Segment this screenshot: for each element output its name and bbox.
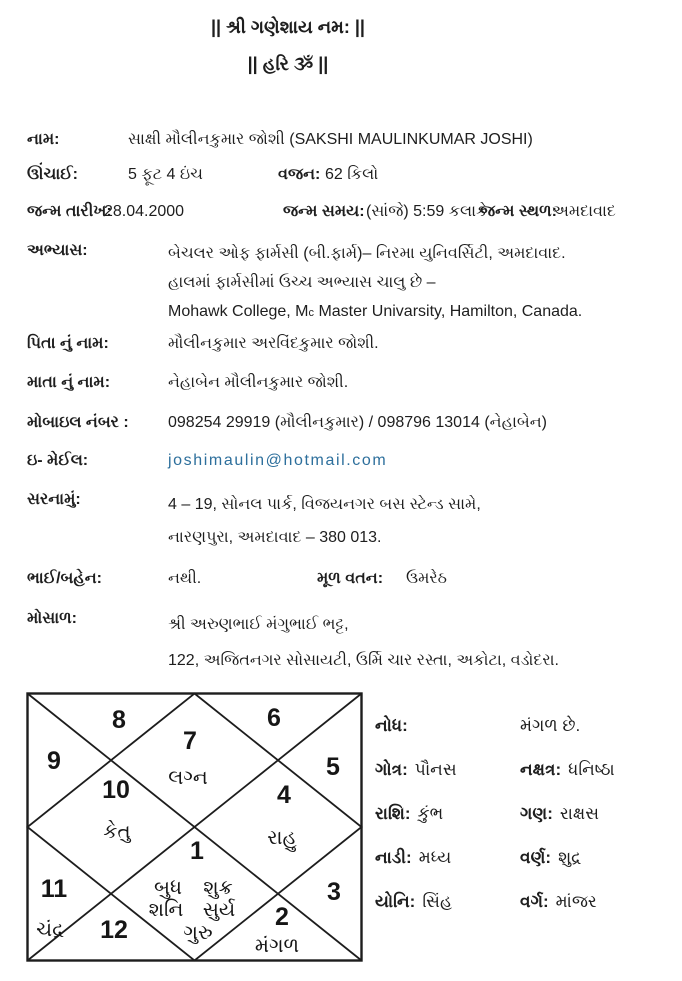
yoni-row [375,892,452,912]
father-name-value: મૌલીનકુમાર અરવિંદકુમાર જોશી. [168,335,379,352]
invocation-line-1: || શ્રી ગણેશાય નમ: || [211,17,365,37]
native-place-label: મૂળ વતન: [317,570,384,587]
education-label: અભ્યાસ: [27,242,88,259]
varna-label: વર્ણ: [520,848,552,867]
gan-value: રાક્ષસ [559,804,599,823]
birth-date-value: 28.04.2000 [104,203,185,220]
name-label: નામ: [27,131,60,148]
house-7-number: 7 [183,727,197,755]
yoni-value: સિંહ [422,892,453,911]
mosal-line-2: 122, અજિતનગર સોસાયટી, ઉર્મિ ચાર રસ્તા, અકોટા, વડોદરા. [168,652,559,669]
nadi-row [375,848,451,868]
house-3-number: 3 [327,878,341,906]
mosal-label: મોસાળ: [27,610,77,627]
birth-date-label: જન્મ તારીખ: [27,203,112,220]
birth-time-label: જન્મ સમય: [283,203,365,220]
mangal-label: મંગળ [254,935,300,957]
gan-label: ગણ: [520,804,553,823]
height-value: 5 ફૂટ 4 ઇંચ [128,166,203,183]
rashi-value: કુંભ [417,804,444,823]
house-6-number: 6 [267,704,281,732]
house-9-number: 9 [47,747,61,775]
house-5-number: 5 [326,753,340,781]
education-value [168,239,582,328]
nadi-label: નાડી: [375,848,412,867]
house-4-number: 4 [277,781,291,809]
mosal-line-1: શ્રી અરુણભાઈ મંગુભાઈ ભટ્ટ, [168,616,349,633]
rahu-label: રાહુ [267,827,297,849]
mother-name-value: નેહાબેન મૌલીનકુમાર જોશી. [168,374,349,391]
note-label: નોધ: [375,716,408,735]
kundali-chart [26,692,363,962]
house-11-number: 11 [40,875,68,903]
siblings-value: નથી. [168,570,202,587]
education-line-3-suffix: Master Univarsity, Hamilton, Canada. [314,303,583,320]
varna-row [520,848,581,868]
birth-place-label: જન્મ સ્થળ: [480,203,557,220]
native-place-value: ઉમરેઠ [406,570,447,587]
nakshatra-row [520,760,615,780]
email-value[interactable]: joshimaulin@hotmail.com [168,452,388,469]
house-8-number: 8 [112,706,126,734]
budh-label: બુધ [153,877,183,899]
mosal-value [168,607,559,679]
father-name-label: પિતા નું નામ: [27,335,109,352]
lagna-label: લગ્ન [168,767,208,789]
siblings-label: ભાઈ/બહેન: [27,570,102,587]
birth-time-value: (સાંજે) 5:59 કલાકે [366,203,488,220]
note-row-left [375,716,415,736]
address-line-2: નારણપુરા, અમદાવાદ – 380 013. [168,529,382,546]
house-12-number: 12 [100,916,128,944]
rashi-label: રાશિ: [375,804,411,823]
gan-row [520,804,599,824]
yoni-label: યોનિ: [375,892,416,911]
note-row-right [520,716,580,736]
varga-value: માંજર [555,892,597,911]
invocation-line-2: || હરિ ૐ || [247,54,329,74]
rashi-row [375,804,443,824]
nakshatra-value: ધનિષ્ઠા [568,760,615,779]
ketu-label: કેતુ [103,821,131,843]
email-label: ઇ- મેઈલ: [27,452,89,469]
gotra-value: પૌનસ [414,760,457,779]
gotra-row [375,760,457,780]
birth-place-value: અમદાવાદ [552,203,616,220]
mother-name-label: માતા નું નામ: [27,374,111,391]
varna-value: શુદ્ર [558,848,582,867]
education-line-3-prefix: Mohawk College, M [168,303,309,320]
nadi-value: મધ્ય [418,848,452,867]
surya-label: સુર્ય [202,899,236,921]
nakshatra-label: નક્ષત્ર: [520,760,562,779]
gotra-label: ગોત્ર: [375,760,408,779]
address-value [168,488,481,554]
weight-value: 62 કિલો [325,166,379,183]
mobile-number-label: મોબાઇલ નંબર : [27,414,129,431]
education-line-3-small-c: c [308,307,314,319]
height-label: ઊંચાઈ: [27,166,78,183]
mobile-number-value: 098254 29919 (મૌલીનકુમાર) / 098796 13014 (નેહાબેન) [168,414,547,431]
weight-label: વજન: [278,166,321,183]
address-label: સરનામું: [27,491,81,508]
address-line-1: 4 – 19, સોનલ પાર્ક, વિજયનગર બસ સ્ટેન્ડ સામે, [168,496,481,513]
chandra-label: ચંદ્ર [36,919,64,941]
shani-label: શનિ [148,899,184,921]
house-2-number: 2 [275,903,289,931]
name-value: સાક્ષી મૌલીનકુમાર જોશી (SAKSHI MAULINKUMAR JOSHI) [128,131,533,148]
house-1-number: 1 [190,837,204,865]
varga-row [520,892,597,912]
guru-label: ગુરુ [183,922,213,944]
varga-label: વર્ગ: [520,892,549,911]
education-line-3 [168,297,582,328]
house-10-number: 10 [102,776,130,804]
note-value: મંગળ છે. [520,716,581,735]
education-line-2: હાલમાં ફાર્મસીમાં ઉચ્ચ અભ્યાસ ચાલુ છે – [168,274,436,291]
shukra-label: શુક્ર [203,877,233,899]
education-line-1: બેચલર ઓફ ફાર્મસી (બી.ફાર્મ)– નિરમા યુનિવર્સિટી, અમદાવાદ. [168,245,566,262]
